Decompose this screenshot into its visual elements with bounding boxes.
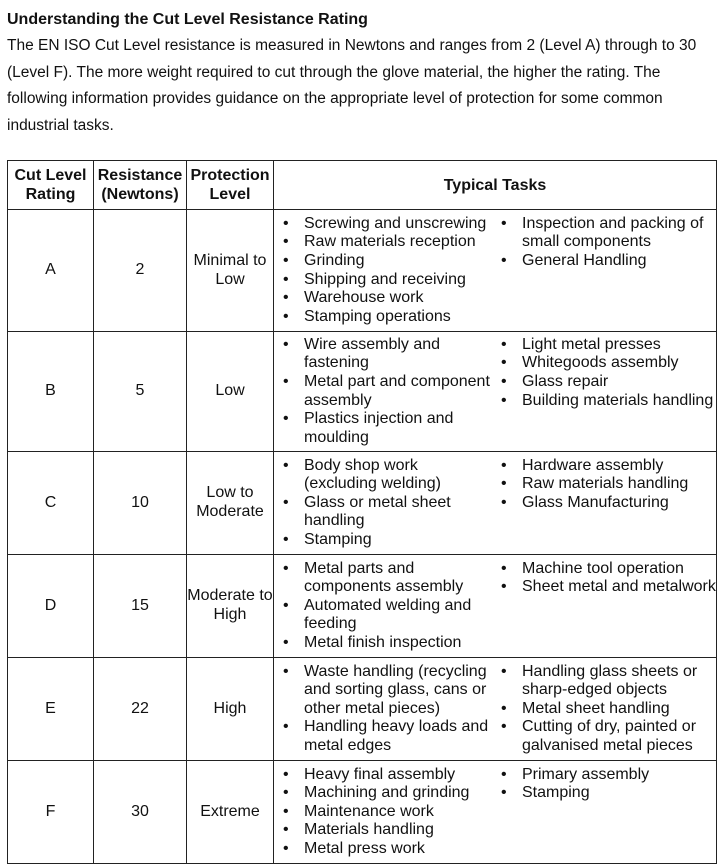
cell-protection: Low bbox=[187, 332, 274, 452]
cell-typical-tasks bbox=[274, 332, 717, 452]
list-item: • Materials handling bbox=[274, 821, 495, 840]
task-column-right bbox=[495, 457, 716, 550]
list-item: • Light metal presses bbox=[495, 336, 716, 355]
list-item: • Machining and grinding bbox=[274, 784, 495, 803]
header-cut-level-rating: Cut Level Rating bbox=[8, 161, 94, 210]
cut-level-table bbox=[7, 160, 717, 864]
task-column-left bbox=[274, 457, 495, 550]
task-list bbox=[495, 336, 716, 410]
cell-rating: A bbox=[8, 210, 94, 332]
cell-rating: E bbox=[8, 658, 94, 761]
cell-protection: Extreme bbox=[187, 761, 274, 864]
task-list bbox=[274, 215, 495, 327]
list-item: • Screwing and unscrewing bbox=[274, 215, 495, 234]
list-item: • Stamping bbox=[274, 531, 495, 550]
task-column-right bbox=[495, 663, 716, 756]
cell-resistance: 15 bbox=[94, 555, 187, 658]
cell-resistance: 30 bbox=[94, 761, 187, 864]
cell-protection: Minimal to Low bbox=[187, 210, 274, 332]
cell-protection: Moderate to High bbox=[187, 555, 274, 658]
document bbox=[0, 0, 727, 140]
table-row bbox=[8, 761, 717, 864]
task-list bbox=[274, 457, 495, 550]
list-item: • Plastics injection and moulding bbox=[274, 410, 495, 447]
task-column-left bbox=[274, 336, 495, 448]
list-item: • Inspection and packing of small components bbox=[495, 215, 716, 252]
task-list bbox=[495, 215, 716, 271]
task-list bbox=[495, 766, 716, 803]
list-item: • Stamping operations bbox=[274, 308, 495, 327]
task-columns bbox=[274, 663, 716, 756]
intro-paragraph: The EN ISO Cut Level resistance is measured in Newtons and ranges from 2 (Level A) through to 30 (Level F). The more weight required to cut through the glove material, the higher the rating. The following information provides guidance on the appropriate level of protection for some common industrial tasks. bbox=[7, 37, 697, 135]
table-body bbox=[8, 210, 717, 864]
list-item: • Hardware assembly bbox=[495, 457, 716, 476]
list-item: • Glass Manufacturing bbox=[495, 494, 716, 513]
cell-rating: F bbox=[8, 761, 94, 864]
task-list bbox=[495, 457, 716, 513]
table-row bbox=[8, 332, 717, 452]
task-column-left bbox=[274, 560, 495, 653]
list-item: • Heavy final assembly bbox=[274, 766, 495, 785]
list-item: • Handling heavy loads and metal edges bbox=[274, 718, 495, 755]
list-item: • Shipping and receiving bbox=[274, 271, 495, 290]
list-item: • Body shop work (excluding welding) bbox=[274, 457, 495, 494]
list-item: • Whitegoods assembly bbox=[495, 354, 716, 373]
task-column-left bbox=[274, 215, 495, 327]
task-list bbox=[495, 560, 716, 597]
list-item: • Waste handling (recycling and sorting glass, cans or other metal pieces) bbox=[274, 663, 495, 719]
list-item: • Machine tool operation bbox=[495, 560, 716, 579]
list-item: • Metal press work bbox=[274, 840, 495, 859]
cell-typical-tasks bbox=[274, 555, 717, 658]
list-item: • Raw materials reception bbox=[274, 233, 495, 252]
list-item: • Automated welding and feeding bbox=[274, 597, 495, 634]
list-item: • Primary assembly bbox=[495, 766, 716, 785]
page-title: Understanding the Cut Level Resistance Rating bbox=[7, 11, 368, 28]
list-item: • Raw materials handling bbox=[495, 475, 716, 494]
cell-typical-tasks bbox=[274, 210, 717, 332]
list-item: • Wire assembly and fastening bbox=[274, 336, 495, 373]
list-item: • Glass repair bbox=[495, 373, 716, 392]
header-resistance: Resistance (Newtons) bbox=[94, 161, 187, 210]
task-list bbox=[274, 560, 495, 653]
list-item: • Grinding bbox=[274, 252, 495, 271]
list-item: • Metal sheet handling bbox=[495, 700, 716, 719]
task-columns bbox=[274, 766, 716, 859]
cell-rating: B bbox=[8, 332, 94, 452]
cell-rating: D bbox=[8, 555, 94, 658]
cell-resistance: 5 bbox=[94, 332, 187, 452]
list-item: • Glass or metal sheet handling bbox=[274, 494, 495, 531]
task-column-left bbox=[274, 663, 495, 756]
task-columns bbox=[274, 215, 716, 327]
cell-resistance: 22 bbox=[94, 658, 187, 761]
task-list bbox=[274, 766, 495, 859]
table-row bbox=[8, 658, 717, 761]
task-list bbox=[274, 663, 495, 756]
task-column-right bbox=[495, 215, 716, 327]
cell-protection: High bbox=[187, 658, 274, 761]
header-typical-tasks: Typical Tasks bbox=[274, 161, 717, 210]
table-row bbox=[8, 452, 717, 555]
list-item: • Metal finish inspection bbox=[274, 634, 495, 653]
table-row bbox=[8, 210, 717, 332]
cell-resistance: 2 bbox=[94, 210, 187, 332]
table-header-row bbox=[8, 161, 717, 210]
task-list bbox=[274, 336, 495, 448]
list-item: • Stamping bbox=[495, 784, 716, 803]
task-list bbox=[495, 663, 716, 756]
cell-typical-tasks bbox=[274, 761, 717, 864]
cell-typical-tasks bbox=[274, 658, 717, 761]
task-column-left bbox=[274, 766, 495, 859]
header-protection-level: Protection Level bbox=[187, 161, 274, 210]
table-row bbox=[8, 555, 717, 658]
cell-protection: Low to Moderate bbox=[187, 452, 274, 555]
cell-rating: C bbox=[8, 452, 94, 555]
task-column-right bbox=[495, 560, 716, 653]
task-columns bbox=[274, 336, 716, 448]
task-column-right bbox=[495, 766, 716, 859]
list-item: • Cutting of dry, painted or galvanised metal pieces bbox=[495, 718, 716, 755]
cell-resistance: 10 bbox=[94, 452, 187, 555]
task-columns bbox=[274, 560, 716, 653]
list-item: • Warehouse work bbox=[274, 289, 495, 308]
cell-typical-tasks bbox=[274, 452, 717, 555]
list-item: • Metal part and component assembly bbox=[274, 373, 495, 410]
list-item: • Sheet metal and metalwork bbox=[495, 578, 716, 597]
task-columns bbox=[274, 457, 716, 550]
list-item: • Metal parts and components assembly bbox=[274, 560, 495, 597]
list-item: • General Handling bbox=[495, 252, 716, 271]
list-item: • Maintenance work bbox=[274, 803, 495, 822]
list-item: • Handling glass sheets or sharp-edged objects bbox=[495, 663, 716, 700]
list-item: • Building materials handling bbox=[495, 392, 716, 411]
task-column-right bbox=[495, 336, 716, 448]
